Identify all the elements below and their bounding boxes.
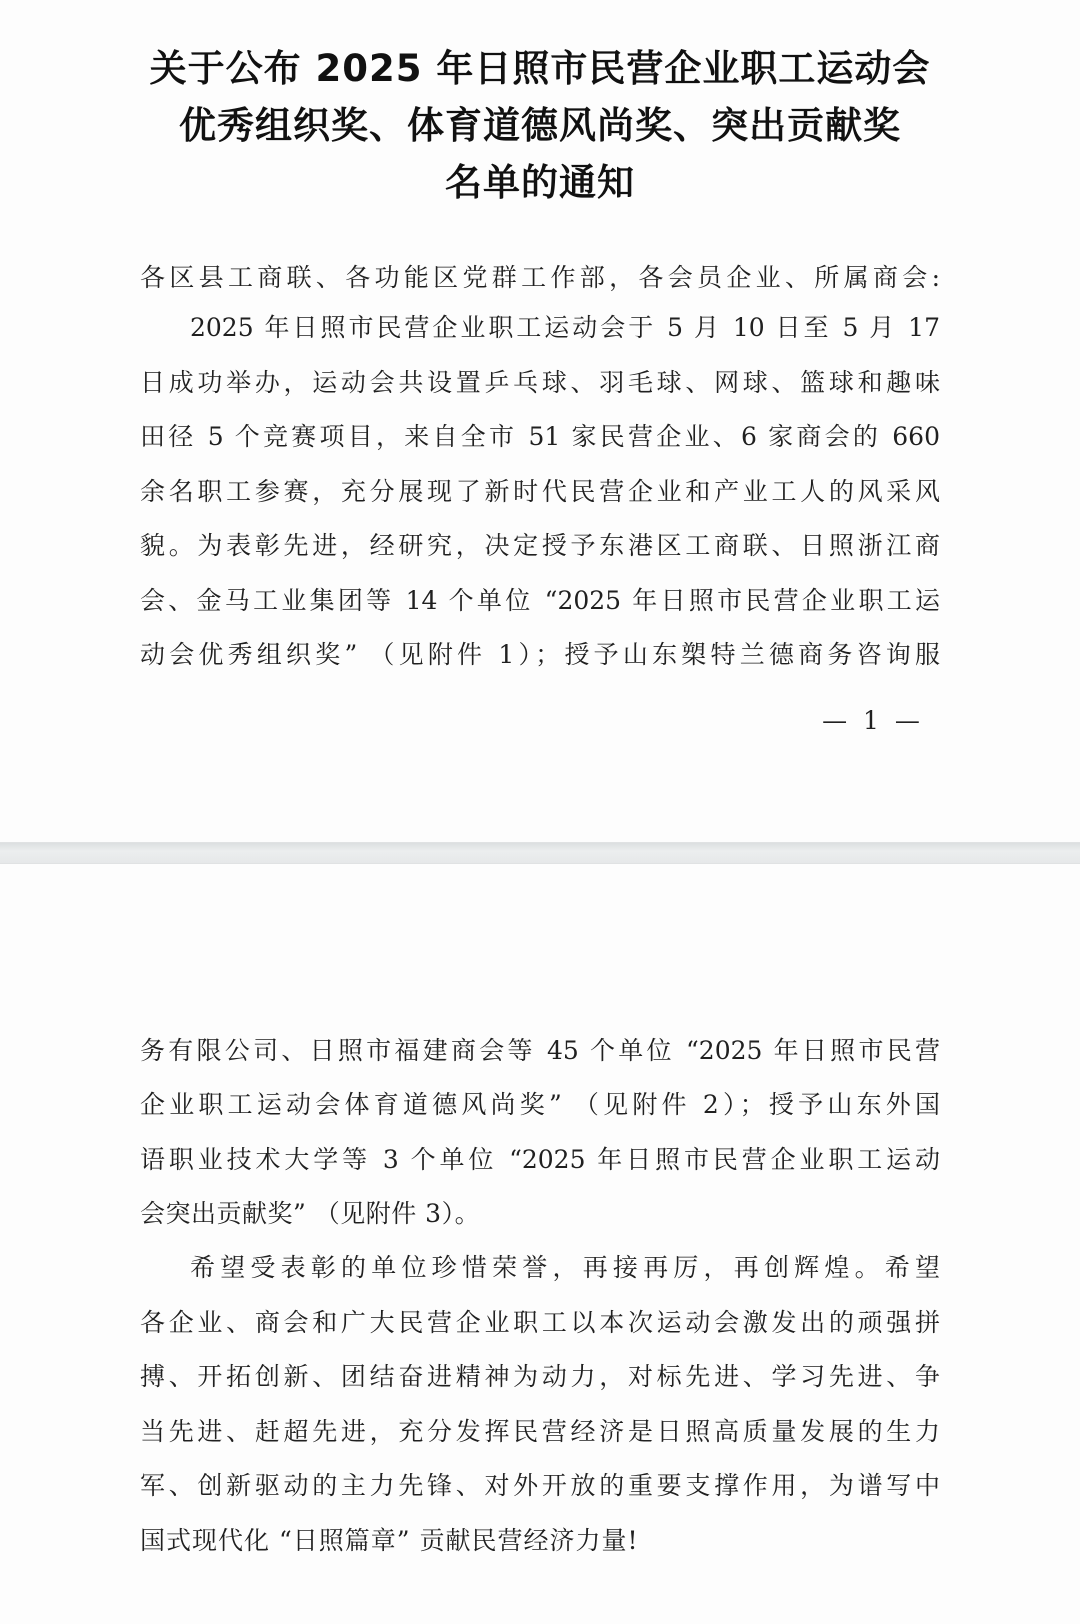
body-line: 2025 年日照市民营企业职工运动会于 5 月 10 日至 5 月 17 <box>190 313 940 342</box>
body-line: 国式现代化 “日照篇章” 贡献民营经济力量! <box>140 1526 639 1555</box>
page-separator <box>0 843 1080 863</box>
title-line-1: 关于公布 2025 年日照市民营企业职工运动会 <box>149 47 931 90</box>
body-line: 语职业技术大学等 3 个单位 “2025 年日照市民营企业职工运动 <box>140 1145 940 1174</box>
body-line: 军、创新驱动的主力先锋、对外开放的重要支撑作用，为谱写中 <box>140 1471 940 1500</box>
body-line: 当先进、赶超先进，充分发挥民营经济是日照高质量发展的生力 <box>140 1417 940 1446</box>
body-line: 貌。为表彰先进，经研究，决定授予东港区工商联、日照浙江商 <box>140 531 940 560</box>
title-line-3: 名单的通知 <box>445 161 635 204</box>
body-line: 搏、开拓创新、团结奋进精神为动力，对标先进、学习先进、争 <box>140 1362 940 1391</box>
body-line: 会突出贡献奖” （见附件 3）。 <box>140 1199 481 1228</box>
document-page-2 <box>0 863 1080 1624</box>
body-line: 企业职工运动会体育道德风尚奖” （见附件 2）；授予山东外国 <box>140 1090 940 1119</box>
body-line: 动会优秀组织奖” （见附件 1）；授予山东槊特兰德商务咨询服 <box>140 640 940 669</box>
page-number: — 1 — <box>822 706 924 735</box>
body-line: 各企业、商会和广大民营企业职工以本次运动会激发出的顽强拼 <box>140 1308 940 1337</box>
salutation: 各区县工商联、各功能区党群工作部，各会员企业、所属商会: <box>140 263 940 292</box>
body-line: 田径 5 个竞赛项目，来自全市 51 家民营企业、6 家商会的 660 <box>140 422 940 451</box>
notice-title <box>0 40 1080 211</box>
title-line-2: 优秀组织奖、体育道德风尚奖、突出贡献奖 <box>179 104 901 147</box>
body-line: 日成功举办，运动会共设置乒乓球、羽毛球、网球、篮球和趣味 <box>140 368 940 397</box>
body-line: 余名职工参赛，充分展现了新时代民营企业和产业工人的风采风 <box>140 477 940 506</box>
body-line: 会、金马工业集团等 14 个单位 “2025 年日照市民营企业职工运 <box>140 586 940 615</box>
body-line: 希望受表彰的单位珍惜荣誉，再接再厉，再创辉煌。希望 <box>190 1253 940 1282</box>
body-line: 务有限公司、日照市福建商会等 45 个单位 “2025 年日照市民营 <box>140 1036 940 1065</box>
